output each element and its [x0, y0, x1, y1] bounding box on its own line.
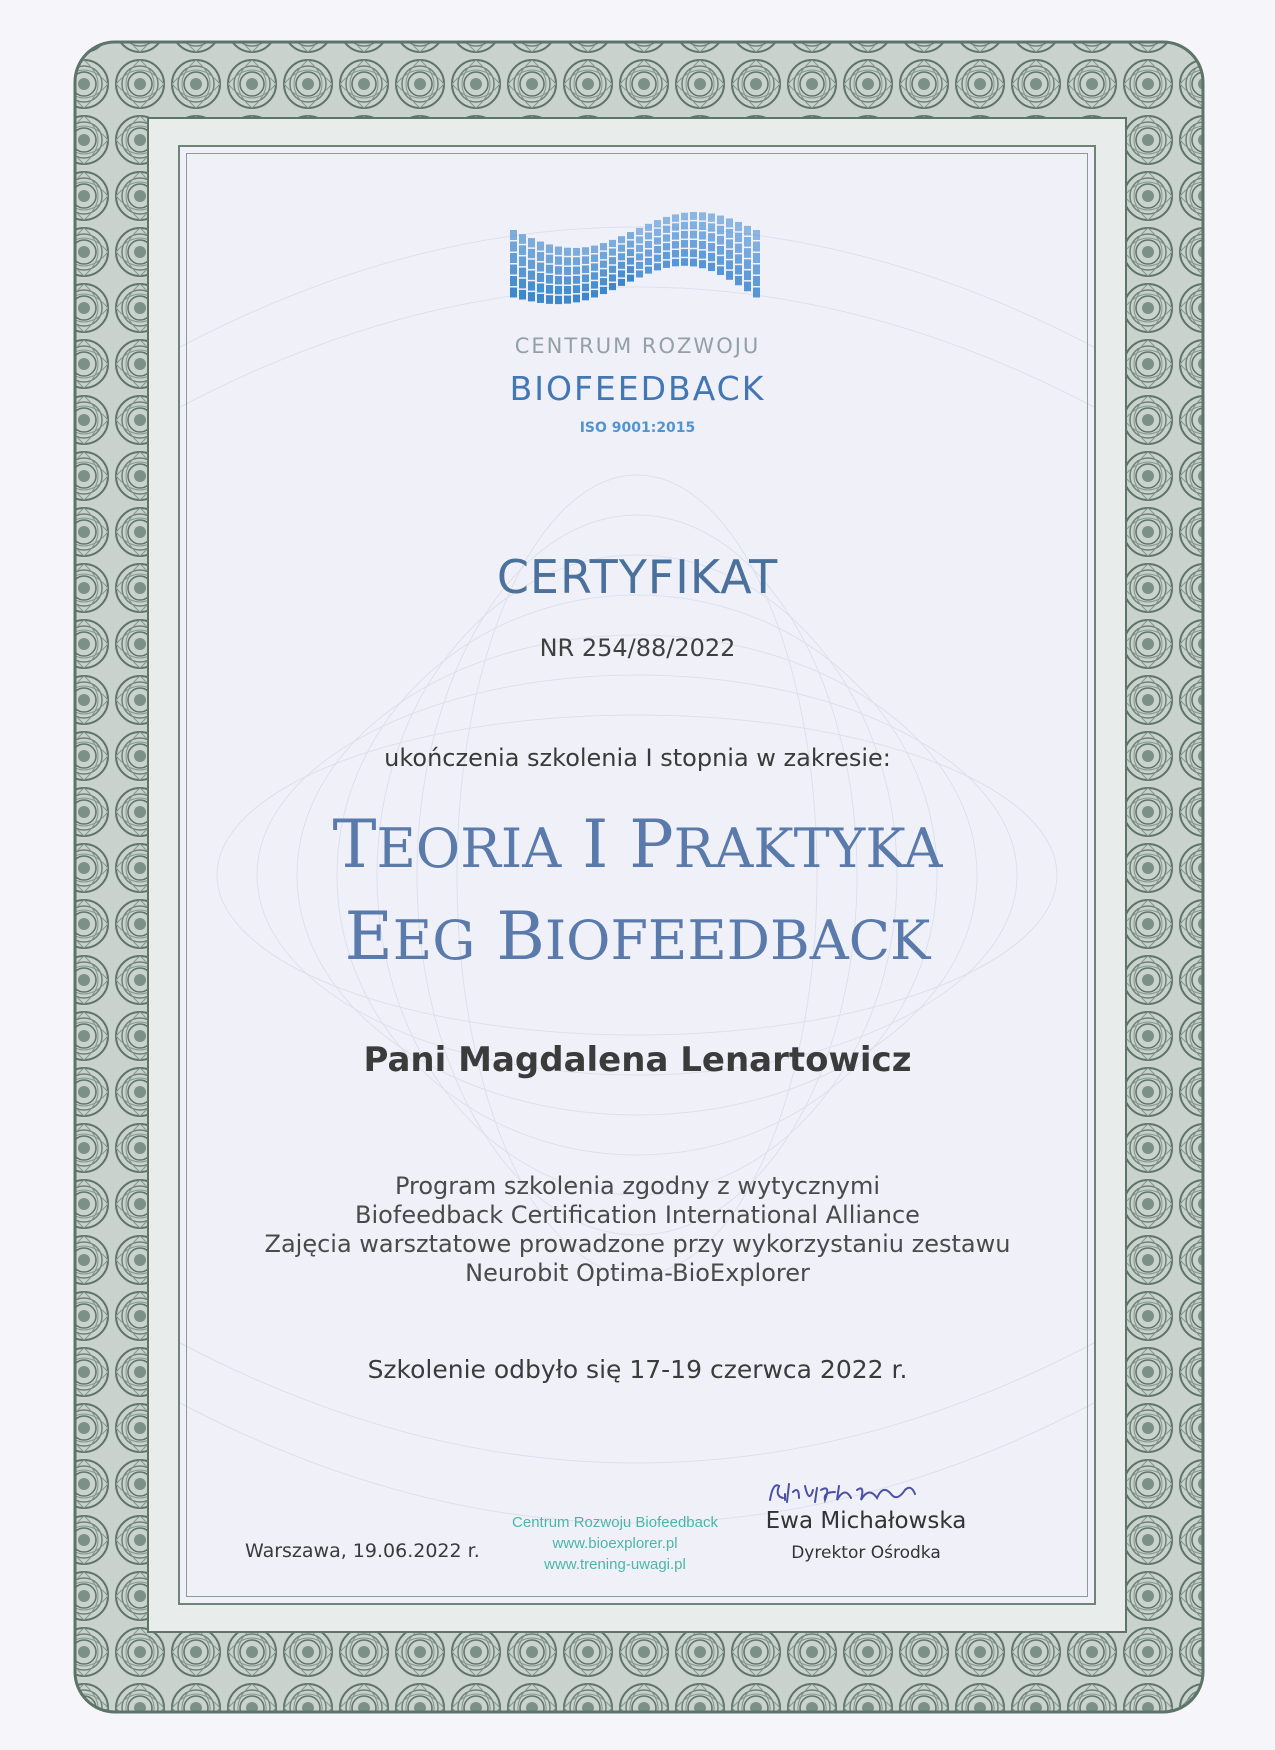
logo-grid-cell — [627, 275, 634, 282]
logo-grid-cell — [564, 296, 571, 304]
logo-grid-cell — [546, 265, 553, 274]
logo-grid-cell — [672, 250, 679, 257]
logo-grid-cell — [654, 220, 661, 227]
logo-grid-cell — [654, 255, 661, 262]
logo-grid-cell — [573, 276, 580, 284]
logo-grid-cell — [735, 222, 742, 231]
stamp-line: www.bioexplorer.pl — [552, 1535, 678, 1552]
logo-grid-cell — [654, 246, 661, 253]
logo-grid-cell — [609, 283, 616, 290]
logo-grid-cell — [609, 257, 616, 264]
logo-grid-cell — [663, 217, 670, 224]
logo-grid-cell — [708, 223, 715, 231]
logo-grid-cell — [618, 270, 625, 277]
logo-grid-cell — [753, 288, 760, 298]
logo-grid-cell — [591, 272, 598, 279]
logo-grid-cell — [564, 248, 571, 256]
logo-grid-cell — [618, 236, 625, 243]
logo-grid-cell — [708, 243, 715, 251]
logo-grid-cell — [735, 233, 742, 242]
logo-grid-cell — [555, 286, 562, 294]
handwritten-signature — [765, 1476, 925, 1512]
logo-grid-cell — [564, 276, 571, 284]
logo-grid-cell — [699, 231, 706, 239]
logo-grid-cell — [654, 237, 661, 244]
logo-grid-cell — [591, 290, 598, 297]
logo-grid-cell — [726, 218, 733, 227]
logo-grid-cell — [600, 252, 607, 259]
logo-grid-cell — [681, 249, 688, 257]
logo-grid-cell — [744, 237, 751, 247]
logo-grid-cell — [627, 249, 634, 256]
logo-grid-cell — [717, 266, 724, 275]
logo-grid-cell — [645, 224, 652, 231]
logo-grid-cell — [591, 281, 598, 288]
logo-grid-cell — [555, 296, 562, 304]
logo-grid-cell — [591, 246, 598, 253]
logo-grid-cell — [627, 232, 634, 239]
logo-grid-cell — [510, 253, 517, 263]
logo-grid-cell — [519, 234, 526, 244]
logo-grid-cell — [519, 279, 526, 289]
iso-badge: ISO 9001:2015 — [579, 420, 696, 436]
logo-grid-cell — [555, 276, 562, 284]
logo-grid-cell — [546, 255, 553, 264]
logo-grid-cell — [708, 263, 715, 271]
logo-grid-cell — [726, 271, 733, 280]
logo-grid-cell — [573, 295, 580, 303]
logo-grid-cell — [591, 254, 598, 261]
logo-grid-cell — [618, 279, 625, 286]
logo-grid-cell — [672, 214, 679, 221]
logo-grid-cell — [717, 236, 724, 245]
logo-grid-cell — [546, 285, 553, 294]
signer-role: Dyrektor Ośrodka — [791, 1543, 941, 1563]
organization-stamp — [500, 1512, 730, 1575]
stamp-line: www.trening-uwagi.pl — [544, 1556, 686, 1573]
logo-grid-cell — [510, 265, 517, 275]
logo-grid-cell — [654, 229, 661, 236]
logo-grid-cell — [645, 267, 652, 274]
logo-grid-cell — [690, 231, 697, 239]
logo-grid-cell — [744, 270, 751, 280]
logo-grid-cell — [519, 290, 526, 300]
logo-grid-cell — [753, 242, 760, 252]
logo-grid-cell — [708, 213, 715, 221]
program-description — [0, 1172, 1275, 1288]
logo-title: BIOFEEDBACK — [509, 369, 766, 408]
logo-grid-cell — [636, 270, 643, 277]
certificate-number: NR 254/88/2022 — [539, 634, 736, 662]
logo-grid-cell — [600, 243, 607, 250]
logo-grid-cell — [528, 238, 535, 247]
logo-grid-cell — [681, 258, 688, 266]
logo-grid-cell — [555, 247, 562, 255]
program-line: Neurobit Optima-BioExplorer — [465, 1259, 810, 1287]
program-line: Biofeedback Certification International Alliance — [355, 1201, 920, 1229]
logo-grid-cell — [636, 228, 643, 235]
logo-grid-cell — [528, 249, 535, 258]
logo-grid-cell — [681, 240, 688, 248]
logo-grid-cell — [636, 262, 643, 269]
logo-grid-cell — [600, 261, 607, 268]
logo-grid-cell — [555, 256, 562, 264]
stamp-line: Centrum Rozwoju Biofeedback — [512, 1514, 718, 1531]
program-line: Program szkolenia zgodny z wytycznymi — [394, 1172, 881, 1200]
place-and-date: Warszawa, 19.06.2022 r. — [245, 1540, 480, 1562]
logo-grid-cell — [636, 236, 643, 243]
logo-grid-cell — [546, 295, 553, 304]
logo-grid-cell — [564, 267, 571, 275]
logo-grid-cell — [618, 262, 625, 269]
logo-grid-cell — [726, 250, 733, 259]
logo-grid-cell — [528, 260, 535, 269]
logo-grid-cell — [744, 226, 751, 236]
logo-grid-cell — [726, 239, 733, 248]
logo-grid-cell — [663, 252, 670, 259]
logo-grid-cell — [744, 248, 751, 258]
logo-grid-cell — [528, 271, 535, 280]
logo-grid-cell — [726, 229, 733, 238]
logo-grid-cell — [609, 249, 616, 256]
logo-grid-cell — [708, 233, 715, 241]
logo-grid-cell — [510, 288, 517, 298]
logo-grid-cell — [582, 293, 589, 301]
logo-grid-cell — [546, 275, 553, 284]
logo-grid-cell — [582, 265, 589, 273]
logo-grid-cell — [600, 269, 607, 276]
logo-grid-cell — [582, 256, 589, 264]
logo-grid-cell — [717, 246, 724, 255]
logo-grid-cell — [510, 230, 517, 240]
logo-grid-cell — [717, 216, 724, 225]
logo-grid-cell — [600, 278, 607, 285]
logo-grid-cell — [537, 252, 544, 261]
logo-grid-cell — [609, 274, 616, 281]
logo-grid-cell — [510, 242, 517, 252]
logo-grid-cell — [582, 284, 589, 292]
logo-grid-cell — [564, 286, 571, 294]
logo-grid-cell — [663, 234, 670, 241]
logo-grid-cell — [591, 263, 598, 270]
training-dates: Szkolenie odbyło się 17-19 czerwca 2022 r. — [367, 1355, 908, 1384]
logo-grid-cell — [744, 259, 751, 269]
logo-grid-cell — [645, 232, 652, 239]
logo-grid-cell — [582, 275, 589, 283]
logo-grid-cell — [699, 212, 706, 220]
logo-grid-cell — [645, 258, 652, 265]
program-line: Zajęcia warsztatowe prowadzone przy wykorzystaniu zestawu — [264, 1230, 1011, 1258]
logo-grid-cell — [681, 222, 688, 230]
logo-grid-cell — [582, 247, 589, 255]
logo-grid-cell — [627, 258, 634, 265]
course-title-line2: EEG BIOFEEDBACK — [344, 898, 931, 975]
logo-grid-cell — [645, 249, 652, 256]
logo-grid-cell — [519, 256, 526, 266]
logo-grid-cell — [699, 260, 706, 268]
logo-subtitle: CENTRUM ROZWOJU — [514, 334, 761, 358]
logo-grid-cell — [690, 249, 697, 257]
logo-grid-cell — [537, 242, 544, 251]
logo-grid-cell — [690, 212, 697, 220]
logo-grid-cell — [753, 230, 760, 240]
biofeedback-logo — [505, 212, 775, 312]
logo-grid-cell — [627, 266, 634, 273]
logo-grid-cell — [753, 265, 760, 275]
logo-grid-cell — [663, 226, 670, 233]
logo-grid-cell — [564, 257, 571, 265]
logo-grid-cell — [663, 261, 670, 268]
logo-grid-cell — [537, 283, 544, 292]
logo-grid-cell — [690, 259, 697, 267]
logo-grid-cell — [663, 243, 670, 250]
logo-grid-cell — [726, 260, 733, 269]
logo-grid-cell — [573, 248, 580, 256]
logo-grid-cell — [753, 276, 760, 286]
logo-grid-cell — [528, 281, 535, 290]
logo-grid-cell — [681, 231, 688, 239]
course-title-line1: TEORIA I PRAKTYKA — [332, 806, 943, 883]
recipient-name: Pani Magdalena Lenartowicz — [363, 1040, 912, 1080]
logo-grid-cell — [690, 221, 697, 229]
logo-grid-cell — [528, 292, 535, 301]
logo-grid-cell — [735, 254, 742, 263]
logo-grid-cell — [546, 244, 553, 253]
logo-grid-cell — [627, 241, 634, 248]
logo-grid-cell — [735, 265, 742, 274]
logo-grid-cell — [618, 245, 625, 252]
logo-grid-cell — [708, 253, 715, 261]
certificate-title: CERTYFIKAT — [496, 550, 779, 604]
logo-grid-cell — [672, 241, 679, 248]
logo-grid-cell — [735, 244, 742, 253]
logo-grid-cell — [699, 241, 706, 249]
logo-grid-cell — [654, 263, 661, 270]
logo-grid-cell — [672, 232, 679, 239]
logo-grid-cell — [519, 245, 526, 255]
logo-grid-cell — [573, 285, 580, 293]
logo-grid-cell — [636, 245, 643, 252]
certificate-intro: ukończenia szkolenia I stopnia w zakresie: — [384, 744, 891, 772]
logo-grid-cell — [699, 222, 706, 230]
logo-grid-cell — [717, 226, 724, 235]
logo-grid-cell — [636, 253, 643, 260]
logo-grid-cell — [537, 273, 544, 282]
logo-grid-cell — [672, 259, 679, 266]
logo-grid-cell — [672, 223, 679, 230]
logo-grid-cell — [699, 251, 706, 259]
logo-grid-cell — [753, 253, 760, 263]
logo-grid-cell — [600, 287, 607, 294]
logo-grid-cell — [744, 282, 751, 292]
logo-grid-cell — [519, 268, 526, 278]
logo-grid-cell — [645, 241, 652, 248]
logo-grid-cell — [555, 266, 562, 274]
logo-grid-cell — [510, 276, 517, 286]
logo-grid-cell — [735, 276, 742, 285]
logo-grid-cell — [537, 263, 544, 272]
logo-grid-cell — [609, 240, 616, 247]
logo-grid-cell — [681, 213, 688, 221]
logo-grid-cell — [609, 266, 616, 273]
signer-name: Ewa Michałowska — [765, 1508, 967, 1534]
logo-grid-cell — [573, 257, 580, 265]
logo-grid-cell — [537, 294, 544, 303]
logo-grid-cell — [573, 267, 580, 275]
logo-grid-cell — [717, 256, 724, 265]
logo-grid-cell — [618, 253, 625, 260]
logo-grid-cell — [690, 240, 697, 248]
